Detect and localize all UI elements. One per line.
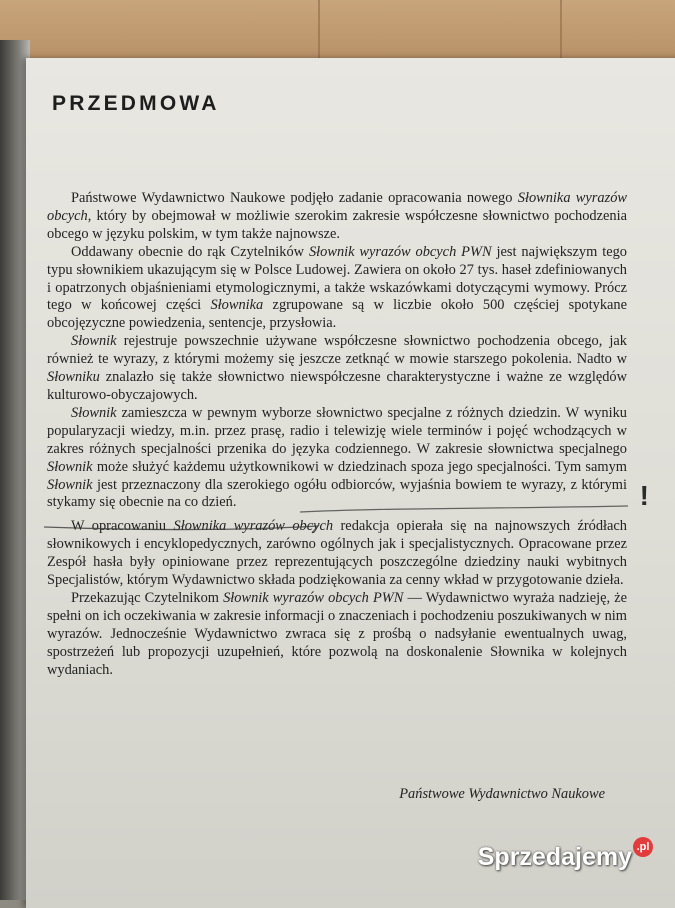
italic-title-run: Słownika wyrazów obcych [173, 518, 334, 535]
watermark-brand: Sprzedajemy [477, 843, 632, 871]
italic-title-run: Słownik wyrazów obcych PWN [308, 243, 492, 260]
text-run: Oddawany obecnie do rąk Czytelników [71, 243, 309, 260]
text-run: jest przeznaczony dla szerokiego ogółu odbiorców, wyjaśnia bowiem te wyrazy, z którymi stykamy się obecnie na co dzień. [47, 476, 627, 511]
text-run: znalazło się także słownictwo niewspółczesne charakterystyczne i ważne ze względów kulturowo-obyczajowych. [47, 369, 627, 403]
exclamation-pen-mark: ! [639, 480, 649, 511]
text-run: zamieszcza w pewnym wyborze słownictwo specjalne z różnych dziedzin. W wyniku popularyzacji wiedzy, m.in. przez prasę, radio i telewizję wiele terminów i pojęć wchodzących w zakres różnych specjalności przenika do języka codziennego. W zakresie słownictwa specjalnego [47, 404, 627, 457]
italic-title-run: Słownik [71, 333, 117, 350]
text-run: , który by obejmował w możliwie szerokim zakresie współczesne słownictwo pochodzenia obcego w języku polskim, w tym także najnowsze. [47, 207, 627, 242]
italic-title-run: Słownik [47, 476, 93, 493]
italic-title-run: Słownika wyrazów obcych [47, 190, 627, 224]
text-run: może służyć każdemu użytkownikowi w dziedzinach spoza jego specjalności. Tym samym [92, 458, 627, 475]
text-run: — Wydawnictwo wyraża nadzieję, że spełni on ich oczekiwania w zakresie informacji o znaczeniach i pochodzeniu poszukiwanych w nim wyrazów. Jednocześnie Wydawnictwo zwraca się z prośbą o nadsyłanie ewentualnych uwag, spostrzeżeń lub propozycji uzupełnień, które pozwolą na doskonalenie Słownika w kolejnych wydaniach. [47, 589, 628, 678]
text-run: rejestruje powszechnie używane współczesne słownictwo pochodzenia obcego, jak również te wyrazy, z którymi możemy się jeszcze zetknąć w mowie starszego pokolenia. Nadto w [47, 333, 627, 368]
watermark-badge: .pl [633, 837, 653, 857]
text-run: jest największym tego typu słownikiem ukazującym się w Polsce Ludowej. Zawiera on około 27 tys. haseł zdefiniowanych i opatrzonych objaśnieniami etymologicznymi, a także wskazówkami dotyczącymi wymowy. Prócz tego w końcowej części [47, 243, 627, 314]
publisher-signature: Państwowe Wydawnictwo Naukowe [399, 786, 605, 802]
italic-title-run: Słownik [47, 458, 93, 475]
italic-title-run: Słownika [210, 297, 264, 314]
page-heading: PRZEDMOWA [52, 92, 220, 115]
sprzedajemy-watermark-logo [478, 843, 653, 872]
italic-title-run: Słowniku [47, 369, 100, 386]
text-run: W opracowaniu [71, 518, 174, 535]
italic-title-run: Słownik wyrazów obcych PWN [223, 589, 404, 606]
text-run: Przekazując Czytelnikom [71, 589, 224, 606]
text-run: Państwowe Wydawnictwo Naukowe podjęło zadanie opracowania nowego [71, 190, 518, 206]
italic-title-run: Słownik [71, 404, 117, 421]
text-run: redakcja opierała się na najnowszych źródłach słownikowych i encyklopedycznych, zarówno ogólnych jak i specjalistycznych. Opracowane przez Zespół hasła były opiniowane przez reprezentujących poszczególne dziedziny nauki wybitnych Specjalistów, którym Wydawnictwo składa podziękowania za cenny wkład w przygotowanie dzieła. [47, 518, 627, 589]
text-run: zgrupowane są w liczbie około 500 częściej spotykane obcojęzyczne powiedzenia, sentencje, przysłowia. [47, 297, 627, 332]
